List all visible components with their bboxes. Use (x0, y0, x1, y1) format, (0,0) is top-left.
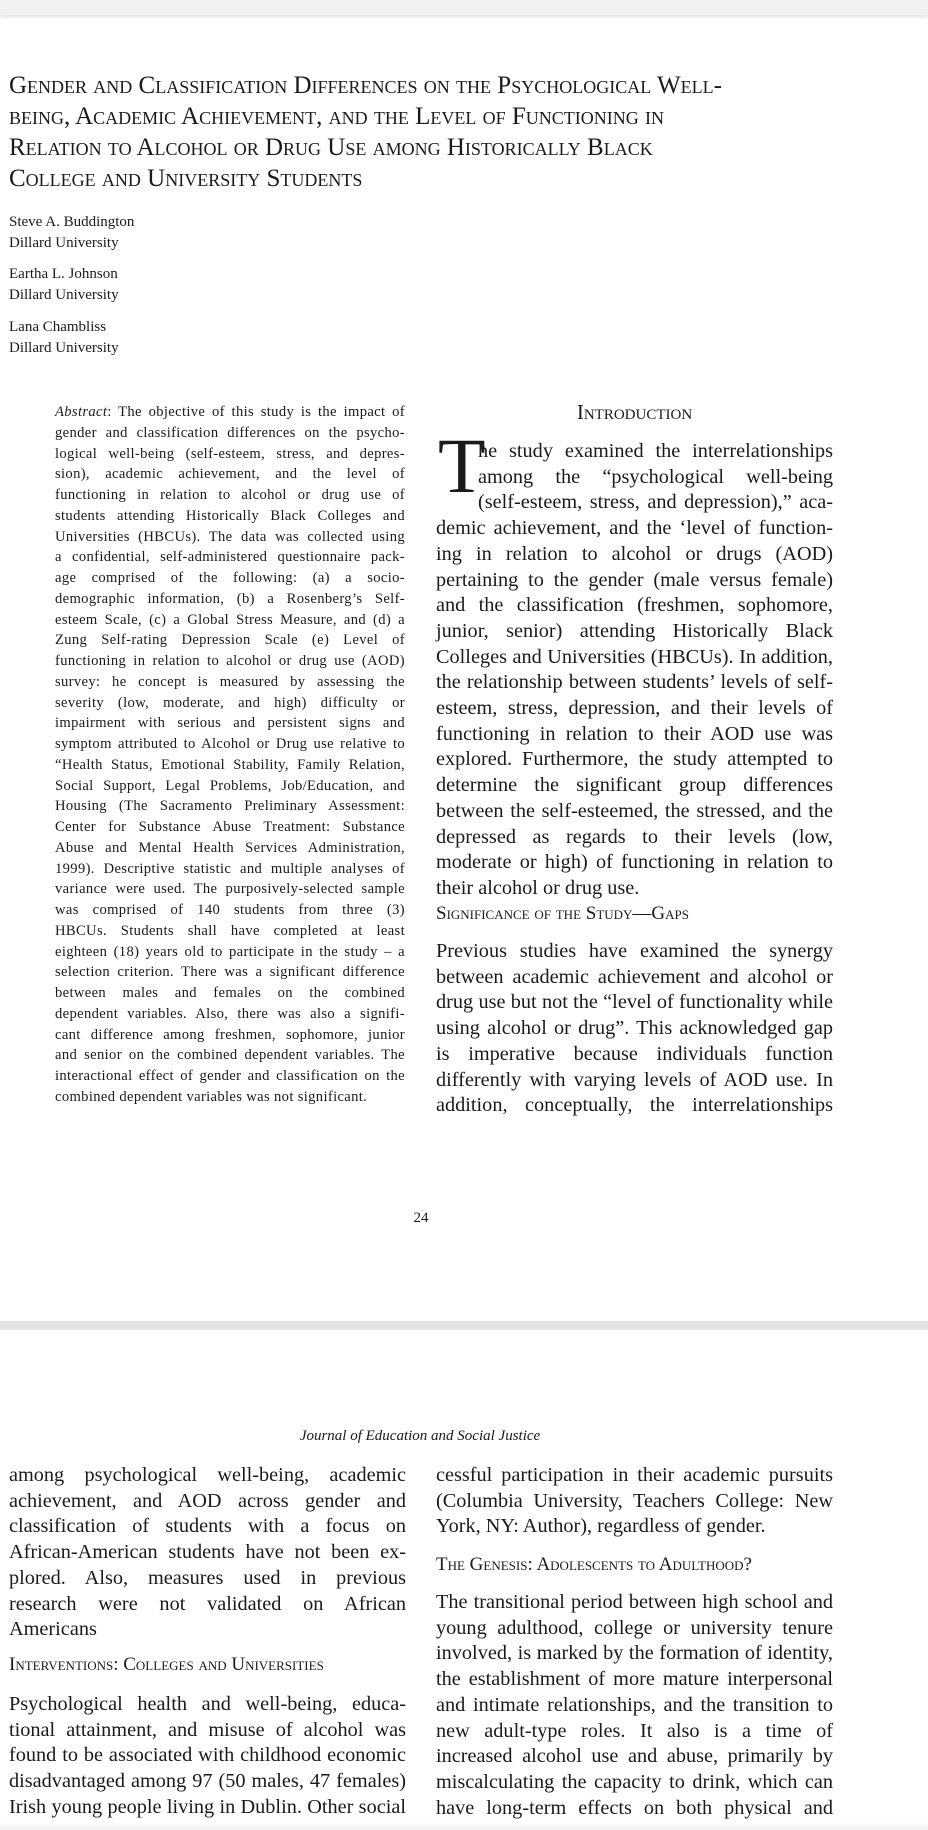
text-line: “Health Status, Emotional Stability, Family Relation, (55, 756, 405, 773)
text-line: 1999). Descriptive statistic and multiple analyses of (55, 860, 405, 877)
author-name: Eartha L. Johnson (9, 266, 118, 282)
text-line: Social Support, Legal Problems, Job/Education, and (55, 777, 405, 794)
text-line: drug use but not the “level of functionality while (436, 991, 833, 1014)
text-line: differently with varying levels of AOD use. In (436, 1068, 833, 1091)
text-line: symptom attributed to Alcohol or Drug use relative to (55, 736, 405, 752)
viewer-bottom-edge (0, 1822, 928, 1830)
right-column-paragraph (436, 1463, 833, 1540)
author-name: Lana Chambliss (9, 319, 107, 335)
text-line: junior, senior) attending Historically Black (436, 619, 833, 642)
text-line: esteem, stress, depression, and their levels of (436, 697, 833, 720)
text-line: have long-term effects on both physical and (436, 1796, 833, 1819)
text-line: miscalculating the capacity to drink, which can (436, 1770, 833, 1793)
abstract-text: : The objective of this study is the impact of (107, 404, 405, 420)
text-line: is imperative because individuals function (436, 1042, 833, 1065)
text-line: disadvantaged among 97 (50 males, 47 females) (9, 1770, 406, 1793)
author-affiliation: Dillard University (9, 287, 119, 303)
text-line: functioning in relation to alcohol or drug use of (55, 487, 405, 503)
text-line: and senior on the combined dependent variables. The (55, 1047, 405, 1064)
text-line: between academic achievement and alcohol or (436, 965, 833, 988)
title-line: College and University Students (9, 165, 363, 192)
text-line: demographic information, (b) a Rosenberg’s Self- (55, 590, 405, 607)
author-affiliation: Dillard University (9, 340, 119, 356)
title-line: Gender and Classification Differences on the Psychological Well- (9, 72, 722, 99)
text-line: cessful participation in their academic pursuits (436, 1464, 833, 1486)
text-line: Psychological health and well-being, educa- (9, 1693, 406, 1715)
introduction-paragraph (436, 439, 833, 902)
text-line: tional attainment, and misuse of alcohol was (9, 1718, 406, 1741)
text-line: HBCUs. Students shall have completed at least (55, 922, 405, 939)
significance-heading: Significance of the Study—Gaps (436, 903, 689, 924)
left-column-paragraph (9, 1463, 406, 1643)
text-line: sion), academic achievement, and the level of (55, 466, 405, 483)
text-line: between males and females on the combined (55, 985, 405, 1001)
text-line: ing in relation to alcohol or drugs (AOD) (436, 542, 833, 565)
author-affiliation: Dillard University (9, 235, 119, 251)
text-line: determine the significant group differences (436, 774, 833, 797)
text-line: gender and classification differences on the psycho- (55, 424, 405, 441)
text-line: Previous studies have examined the synergy (436, 940, 833, 962)
article-title (9, 70, 909, 194)
text-line: the establishment of more mature interpersonal (436, 1668, 833, 1691)
text-line: addition, conceptually, the interrelationships (436, 1094, 833, 1117)
abstract-body (55, 423, 405, 1108)
text-line: combined dependent variables was not significant. (55, 1088, 368, 1105)
interventions-heading: Interventions: Colleges and Universities (9, 1654, 324, 1675)
text-line: cant difference among freshmen, sophomore, junior (55, 1026, 405, 1043)
text-line: Irish young people living in Dublin. Other social (9, 1795, 406, 1818)
page-divider (0, 1321, 928, 1330)
text-line: and intimate relationships, and the transition to (436, 1693, 833, 1716)
left-column-paragraph (9, 1692, 406, 1821)
text-line: young adulthood, college or university tenure (436, 1616, 833, 1639)
author-block (9, 317, 119, 359)
text-line: students attending Historically Black Colleges and (55, 507, 405, 524)
text-line: plored. Also, measures used in previous (9, 1566, 406, 1589)
text-line: impairment with serious and persistent signs and (55, 715, 405, 732)
text-line: depressed as regards to their levels (low, (436, 825, 833, 848)
significance-body (436, 939, 833, 1119)
text-line: functioning in relation to their AOD use was (436, 722, 833, 745)
title-line: being, Academic Achievement, and the Level of Functioning in (9, 103, 664, 130)
drop-cap: T (438, 422, 486, 509)
text-line: and the classification (freshmen, sophomore, (436, 594, 833, 617)
text-line: functioning in relation to alcohol or drug use (AOD) (55, 653, 405, 669)
text-line: classification of students with a focus on (9, 1515, 406, 1538)
text-line: eighteen (18) years old to participate in the study – a (55, 943, 405, 960)
text-line: moderate or high) of functioning in relation to (436, 851, 833, 874)
running-header: Journal of Education and Social Justice (299, 1428, 541, 1444)
text-line: achievement, and AOD across gender and (9, 1489, 406, 1512)
text-line: The transitional period between high school and (436, 1591, 833, 1613)
abstract (55, 402, 405, 1108)
abstract-label: Abstract (55, 404, 108, 420)
text-line: Americans (9, 1618, 97, 1641)
text-line: Center for Substance Abuse Treatment: Substance (55, 819, 405, 835)
author-name: Steve A. Buddington (9, 214, 135, 230)
text-line: their alcohol or drug use. (436, 876, 640, 899)
text-line: involved, is marked by the formation of identity, (436, 1642, 833, 1665)
text-line: among the “psychological well-being (478, 465, 833, 488)
text-line: increased alcohol use and abuse, primarily by (436, 1745, 833, 1768)
page-number: 24 (413, 1210, 429, 1226)
text-line: variance were used. The purposively-selected sample (55, 881, 405, 898)
author-block (9, 212, 134, 254)
significance-paragraph (436, 939, 833, 1119)
title-line: Relation to Alcohol or Drug Use among Historically Black (9, 134, 653, 161)
text-line: found to be associated with childhood economic (9, 1744, 406, 1767)
author-block (9, 264, 119, 306)
text-line: dependent variables. Also, there was also a signifi- (55, 1005, 405, 1022)
text-line: (Columbia University, Teachers College: New (436, 1489, 833, 1512)
text-line: age comprised of the following: (a) a socio- (55, 570, 405, 586)
text-line: (self-esteem, stress, and depression),” aca- (478, 491, 833, 514)
right-column-paragraph (436, 1590, 833, 1821)
abstract-first-line (55, 402, 405, 423)
paragraph-body (436, 1463, 833, 1540)
text-line: the relationship between students’ levels of self- (436, 671, 833, 694)
text-line: explored. Furthermore, the study attempted to (436, 748, 833, 771)
text-line: severity (low, moderate, and high) difficulty or (55, 694, 405, 711)
text-line: survey: he concept is measured by assessing the (55, 673, 405, 690)
paragraph-body (436, 1590, 833, 1821)
text-line: African-American students have not been ex- (9, 1541, 406, 1564)
text-line: demic achievement, and the ‘level of function- (436, 517, 833, 540)
introduction-body (436, 439, 833, 902)
text-line: Universities (HBCUs). The data was collected using (55, 528, 405, 545)
text-line: interactional effect of gender and classification on the (55, 1068, 405, 1084)
text-line: Housing (The Sacramento Preliminary Assessment: (55, 798, 405, 815)
introduction-heading: Introduction (576, 400, 693, 424)
text-line: York, NY: Author), regardless of gender. (436, 1515, 766, 1538)
viewer-top-bar (0, 0, 928, 15)
paragraph-body (9, 1692, 406, 1821)
text-line: logical well-being (self-esteem, stress, and depres- (55, 445, 405, 462)
text-line: selection criterion. There was a significant difference (55, 964, 405, 981)
text-line: pertaining to the gender (male versus female) (436, 568, 833, 591)
text-line: new adult-type roles. It also is a time of (436, 1719, 833, 1742)
text-line: a confidential, self-administered questionnaire pack- (55, 549, 405, 566)
text-line: esteem Scale, (c) a Global Stress Measure, and (d) a (55, 611, 405, 628)
paragraph-body (9, 1463, 406, 1643)
text-line: was comprised of 140 students from three (3) (55, 902, 405, 918)
text-line: using alcohol or drug”. This acknowledged gap (436, 1017, 833, 1040)
text-line: Colleges and Universities (HBCUs). In addition, (436, 645, 833, 668)
text-line: between the self-esteemed, the stressed, and the (436, 799, 833, 822)
text-line: Zung Self-rating Depression Scale (e) Level of (55, 632, 405, 649)
genesis-heading: The Genesis: Adolescents to Adulthood? (436, 1554, 752, 1575)
text-line: Abuse and Mental Health Services Administration, (55, 839, 405, 856)
text-line: he study examined the interrelationships (478, 440, 833, 462)
text-line: among psychological well-being, academic (9, 1464, 406, 1486)
text-line: research were not validated on African (9, 1592, 406, 1615)
